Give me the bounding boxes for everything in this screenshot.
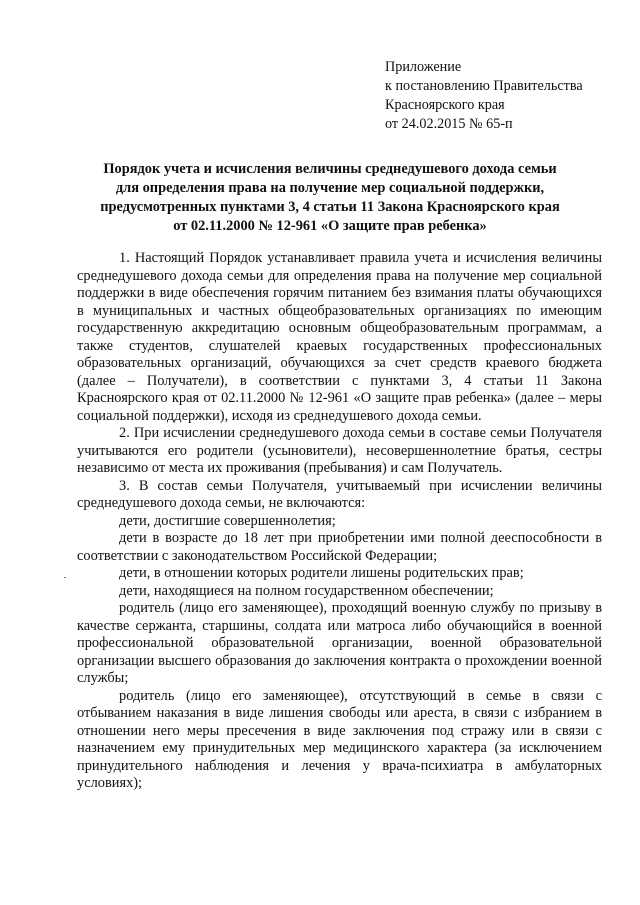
approval-line-4: от 24.02.2015 № 65-п (385, 116, 513, 132)
title-line-2: для определения права на получение мер социальной поддержки, (115, 180, 545, 196)
title-line-3: предусмотренных пунктами 3, 4 статьи 11 Закона Красноярского края (100, 199, 560, 215)
approval-block (385, 58, 625, 134)
title-line-1: Порядок учета и исчисления величины среднедушевого дохода семьи (103, 161, 557, 177)
exclusion-item-4: дети, находящиеся на полном государственном обеспечении; (119, 582, 494, 599)
paragraph-2: 2. При исчислении среднедушевого дохода семьи в составе семьи Получателя учитываются его родители (усыновители), несовершеннолетние братья, сестры независимо от места их проживания (пребывания) и сам Получатель. (77, 425, 602, 476)
exclusion-item-6: родитель (лицо его заменяющее), отсутствующий в семье в связи с отбыванием наказания в виде лишения свободы или ареста, в связи с избранием в отношении него меры пресечения в виде заключения под стражу или в связи с назначением ему принудительных мер медицинского характера (за исключением принудительного наблюдения и лечения у врача-психиатра в амбулаторных условиях); (77, 687, 602, 791)
title-line-4: от 02.11.2000 № 12-961 «О защите прав ребенка» (173, 218, 487, 234)
paragraph-1: 1. Настоящий Порядок устанавливает правила учета и исчисления величины среднедушевого дохода семьи для определения права на получение мер социальной поддержки в виде обеспечения горячим питанием без взимания платы обучающихся в муниципальных и частных общеобразовательных организациях по имеющим государственную аккредитацию основным общеобразовательным программам, а также студентов, слушателей краевых государственных профессиональных образовательных организаций, обучающихся за счет средств краевого бюджета (далее – Получатели), в соответствии с пунктами 3, 4 статьи 11 Закона Красноярского края от 02.11.2000 № 12-961 «О защите прав ребенка» (далее – меры социальной поддержки), исходя из среднедушевого дохода семьи. (77, 250, 602, 424)
approval-line-1: Приложение (385, 59, 462, 75)
exclusion-item-2: дети в возрасте до 18 лет при приобретении ими полной дееспособности в соответствии с законодательством Российской Федерации; (77, 530, 602, 564)
exclusion-item-5: родитель (лицо его заменяющее), проходящий военную службу по призыву в качестве сержанта, старшины, солдата или матроса либо обучающийся в военной профессиональной образовательной организации, военной образовательной организации высшего образования до заключения контракта о прохождении военной службы; (77, 600, 602, 686)
document-title (60, 160, 600, 236)
exclusion-item-1: дети, достигшие совершеннолетия; (119, 512, 336, 529)
scan-artifact-dot (64, 577, 66, 578)
approval-line-3: Красноярского края (385, 97, 505, 113)
exclusion-item-3: дети, в отношении которых родители лишены родительских прав; (119, 565, 524, 581)
approval-line-2: к постановлению Правительства (385, 78, 583, 94)
document-body (77, 250, 602, 793)
paragraph-3: 3. В состав семьи Получателя, учитываемый при исчислении величины среднедушевого дохода семьи, не включаются: (77, 477, 602, 511)
